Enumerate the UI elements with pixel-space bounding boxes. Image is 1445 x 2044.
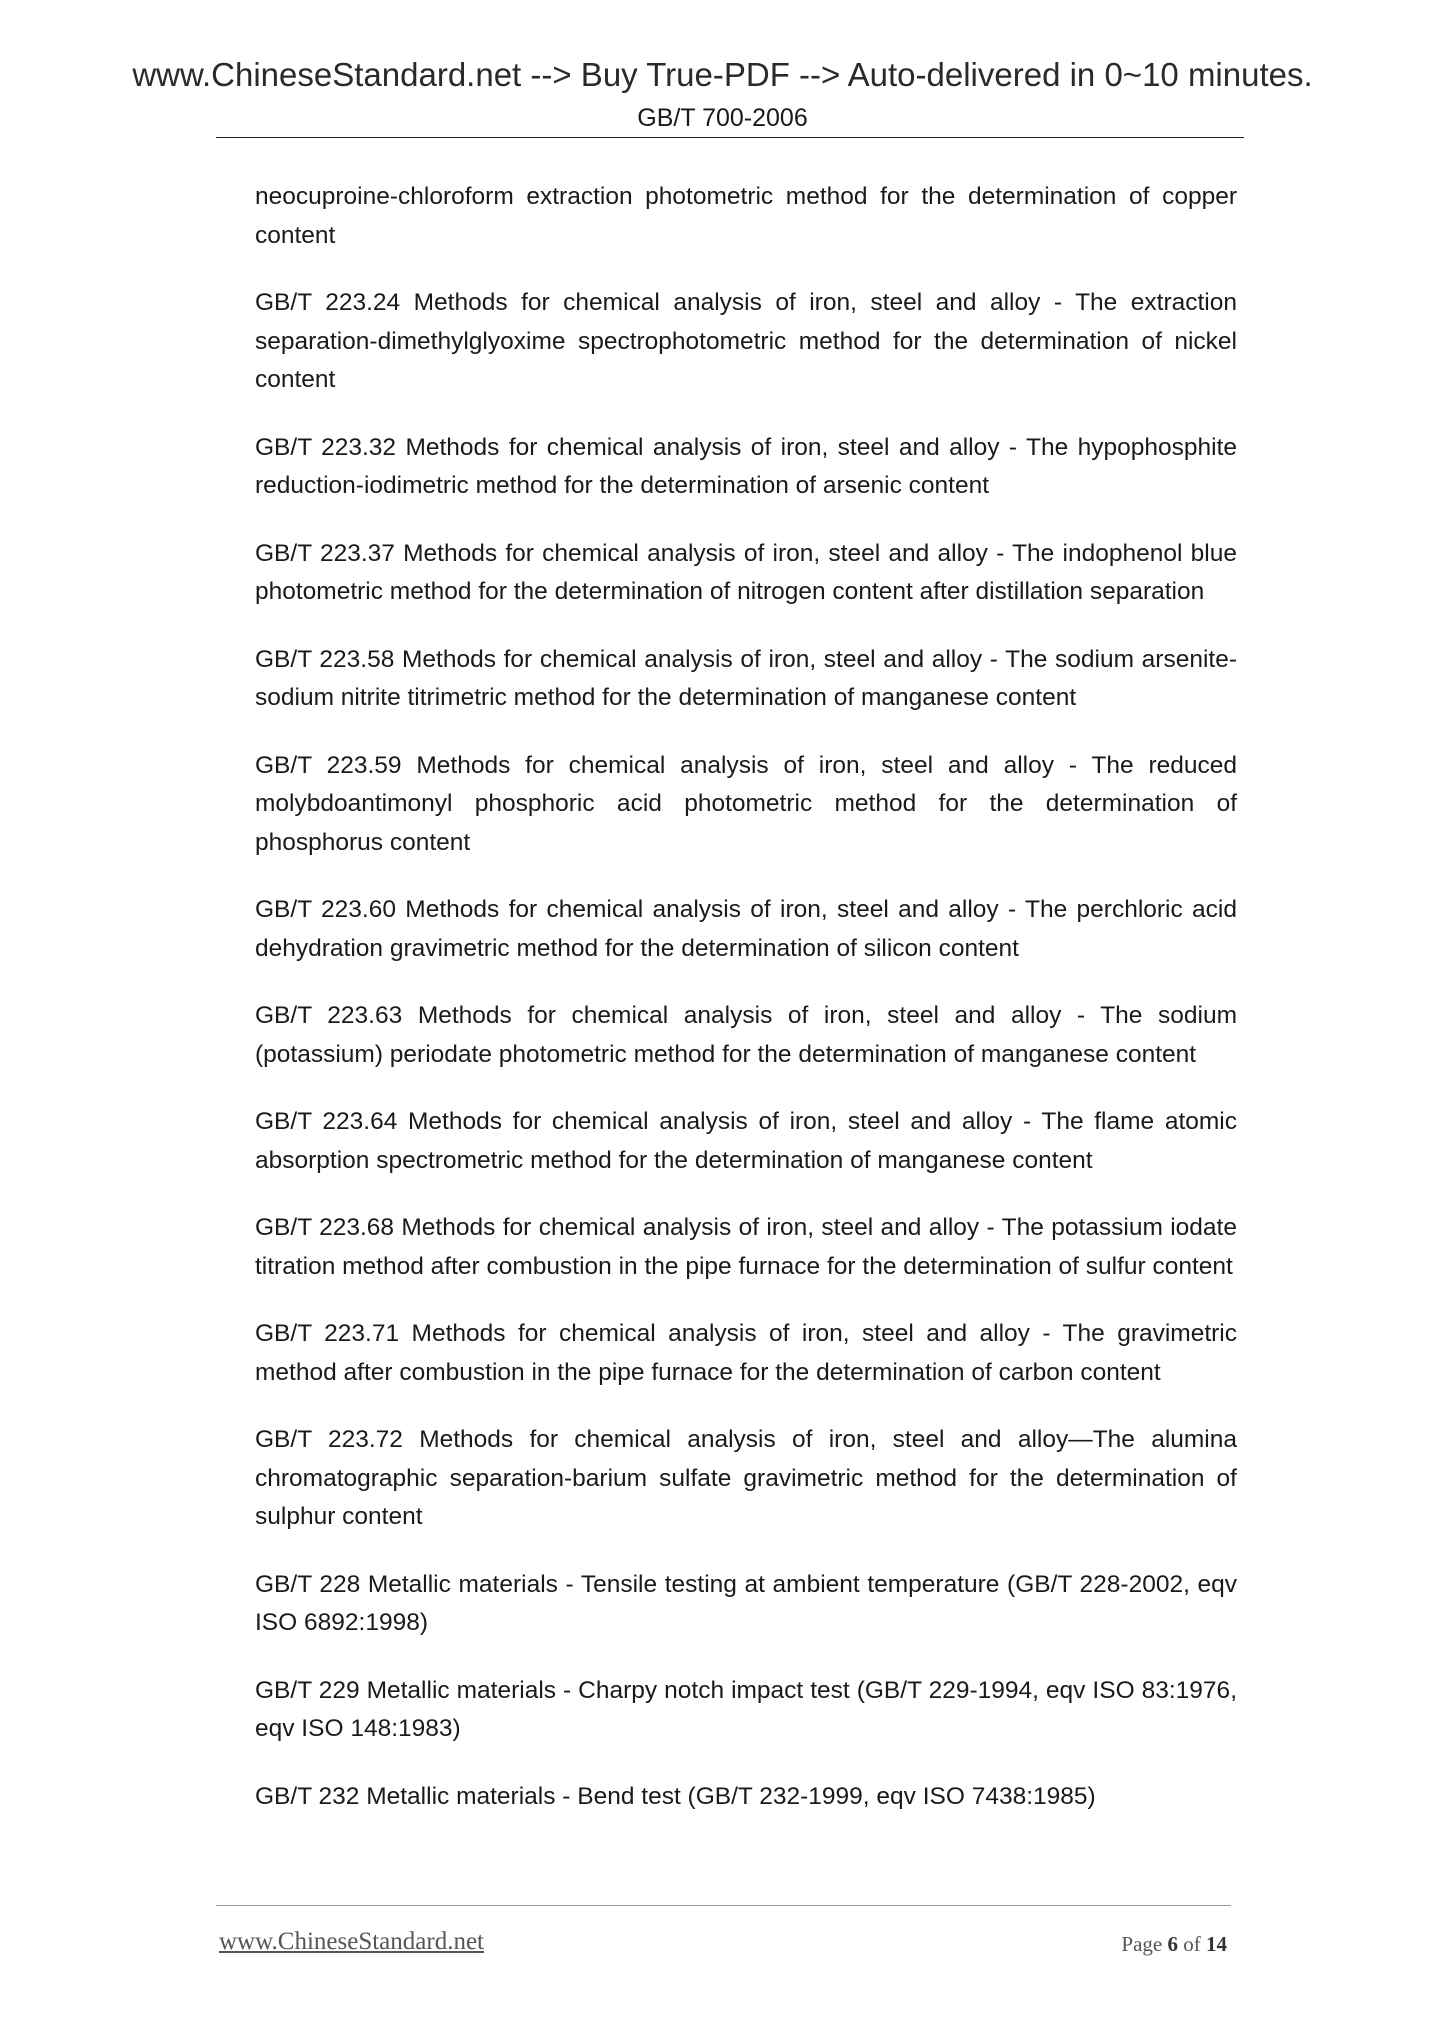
reference-paragraph: GB/T 223.24 Methods for chemical analysis of iron, steel and alloy - The extraction separation-dimethylglyoxime spectrophotometric method for the determination of nickel content xyxy=(255,289,1237,393)
page-label: Page xyxy=(1121,1932,1163,1956)
footer-site-link[interactable]: www.ChineseStandard.net xyxy=(219,1928,484,1955)
reference-paragraph: GB/T 223.32 Methods for chemical analysis of iron, steel and alloy - The hypophosphite reduction-iodimetric method for the determination of arsenic content xyxy=(255,433,1237,499)
reference-paragraph: GB/T 223.58 Methods for chemical analysis of iron, steel and alloy - The sodium arsenite-sodium nitrite titrimetric method for the determination of manganese content xyxy=(255,645,1237,711)
reference-paragraph: GB/T 223.60 Methods for chemical analysis of iron, steel and alloy - The perchloric acid dehydration gravimetric method for the determination of silicon content xyxy=(255,896,1237,962)
reference-paragraph: GB/T 223.72 Methods for chemical analysis of iron, steel and alloy—The alumina chromatographic separation-barium sulfate gravimetric method for the determination of sulphur content xyxy=(255,1426,1237,1530)
reference-paragraph: GB/T 223.64 Methods for chemical analysis of iron, steel and alloy - The flame atomic absorption spectrometric method for the determination of manganese content xyxy=(255,1108,1237,1174)
page-total: 14 xyxy=(1206,1932,1227,1956)
reference-paragraph: GB/T 223.71 Methods for chemical analysis of iron, steel and alloy - The gravimetric method after combustion in the pipe furnace for the determination of carbon content xyxy=(255,1320,1237,1386)
reference-paragraph: GB/T 223.37 Methods for chemical analysis of iron, steel and alloy - The indophenol blue photometric method for the determination of nitrogen content after distillation separation xyxy=(255,539,1237,605)
reference-paragraph: GB/T 223.68 Methods for chemical analysis of iron, steel and alloy - The potassium iodate titration method after combustion in the pipe furnace for the determination of sulfur content xyxy=(255,1214,1237,1280)
reference-paragraph: GB/T 232 Metallic materials - Bend test (GB/T 232-1999, eqv ISO 7438:1985) xyxy=(255,1782,1096,1810)
page-current: 6 xyxy=(1167,1932,1178,1956)
reference-list xyxy=(255,178,1237,1845)
page-indicator xyxy=(1121,1932,1227,1957)
standard-code: GB/T 700-2006 xyxy=(637,104,808,132)
reference-paragraph: neocuproine-chloroform extraction photometric method for the determination of copper content xyxy=(255,183,1237,249)
reference-paragraph: GB/T 223.63 Methods for chemical analysis of iron, steel and alloy - The sodium (potassium) periodate photometric method for the determination of manganese content xyxy=(255,1002,1237,1068)
reference-paragraph: GB/T 229 Metallic materials - Charpy notch impact test (GB/T 229-1994, eqv ISO 83:1976, eqv ISO 148:1983) xyxy=(255,1676,1237,1742)
reference-paragraph: GB/T 223.59 Methods for chemical analysis of iron, steel and alloy - The reduced molybdoantimonyl phosphoric acid photometric method for the determination of phosphorus content xyxy=(255,751,1237,856)
page-of: of xyxy=(1183,1932,1201,1956)
top-banner[interactable]: www.ChineseStandard.net --> Buy True-PDF --> Auto-delivered in 0~10 minutes. xyxy=(132,56,1313,93)
header-divider xyxy=(216,137,1244,138)
footer-divider xyxy=(216,1905,1231,1906)
reference-paragraph: GB/T 228 Metallic materials - Tensile testing at ambient temperature (GB/T 228-2002, eqv ISO 6892:1998) xyxy=(255,1570,1237,1636)
